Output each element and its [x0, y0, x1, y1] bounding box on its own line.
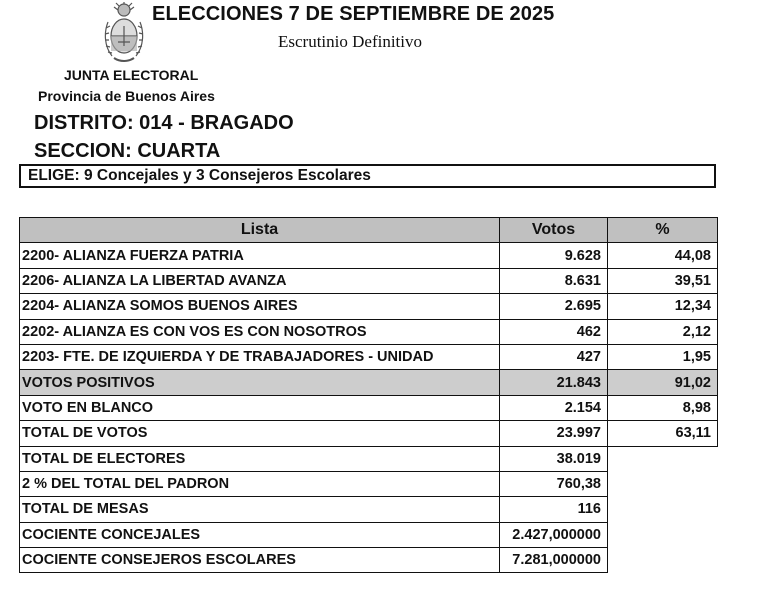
empty-cell [608, 446, 718, 471]
seccion-heading: SECCION: CUARTA [34, 140, 221, 162]
row-pct: 12,34 [608, 294, 718, 319]
row-pct: 39,51 [608, 268, 718, 293]
empty-cell [608, 471, 718, 496]
row-pct: 2,12 [608, 319, 718, 344]
row-pct: 1,95 [608, 344, 718, 369]
table-header-row [20, 218, 718, 243]
results-table [19, 217, 718, 573]
row-name: COCIENTE CONCEJALES [20, 522, 500, 547]
row-pct: 8,98 [608, 395, 718, 420]
row-pct: 91,02 [608, 370, 718, 395]
row-name: 2206- ALIANZA LA LIBERTAD AVANZA [20, 268, 500, 293]
empty-cell [608, 548, 718, 573]
empty-cell [608, 497, 718, 522]
row-name: COCIENTE CONSEJEROS ESCOLARES [20, 548, 500, 573]
table-row [20, 243, 718, 268]
row-votos: 8.631 [500, 268, 608, 293]
column-header-votos: Votos [500, 218, 608, 243]
row-pct: 63,11 [608, 421, 718, 446]
row-votos: 9.628 [500, 243, 608, 268]
table-row [20, 344, 718, 369]
row-votos: 462 [500, 319, 608, 344]
row-votos: 2.695 [500, 294, 608, 319]
table-row [20, 497, 718, 522]
row-name: TOTAL DE ELECTORES [20, 446, 500, 471]
page-subtitle: Escrutinio Definitivo [278, 32, 423, 51]
row-votos: 21.843 [500, 370, 608, 395]
row-votos: 7.281,000000 [500, 548, 608, 573]
elige-box: ELIGE: 9 Concejales y 3 Consejeros Escolares [19, 164, 716, 188]
row-name: 2200- ALIANZA FUERZA PATRIA [20, 243, 500, 268]
table-row [20, 446, 718, 471]
table-row [20, 395, 718, 420]
table-row [20, 548, 718, 573]
provincia-label: Provincia de Buenos Aires [38, 88, 215, 104]
table-row [20, 522, 718, 547]
row-votos: 116 [500, 497, 608, 522]
table-row [20, 268, 718, 293]
row-name: VOTO EN BLANCO [20, 395, 500, 420]
row-name: 2203- FTE. DE IZQUIERDA Y DE TRABAJADORES - UNIDAD [20, 344, 500, 369]
page-title: ELECCIONES 7 DE SEPTIEMBRE DE 2025 [152, 3, 555, 25]
row-votos: 427 [500, 344, 608, 369]
row-name: 2 % DEL TOTAL DEL PADRON [20, 471, 500, 496]
row-votos: 760,38 [500, 471, 608, 496]
row-votos: 2.427,000000 [500, 522, 608, 547]
distrito-heading: DISTRITO: 014 - BRAGADO [34, 112, 294, 134]
table-row [20, 471, 718, 496]
row-name: TOTAL DE VOTOS [20, 421, 500, 446]
row-name: 2202- ALIANZA ES CON VOS ES CON NOSOTROS [20, 319, 500, 344]
table-row [20, 319, 718, 344]
row-name: TOTAL DE MESAS [20, 497, 500, 522]
column-header-lista: Lista [20, 218, 500, 243]
row-votos: 38.019 [500, 446, 608, 471]
junta-label: JUNTA ELECTORAL [64, 67, 199, 83]
empty-cell [608, 522, 718, 547]
row-votos: 23.997 [500, 421, 608, 446]
table-row [20, 294, 718, 319]
coat-of-arms-icon [102, 2, 146, 66]
row-name: 2204- ALIANZA SOMOS BUENOS AIRES [20, 294, 500, 319]
row-votos: 2.154 [500, 395, 608, 420]
row-pct: 44,08 [608, 243, 718, 268]
table-row [20, 421, 718, 446]
column-header-pct: % [608, 218, 718, 243]
table-row-votos-positivos [20, 370, 718, 395]
row-name: VOTOS POSITIVOS [20, 370, 500, 395]
